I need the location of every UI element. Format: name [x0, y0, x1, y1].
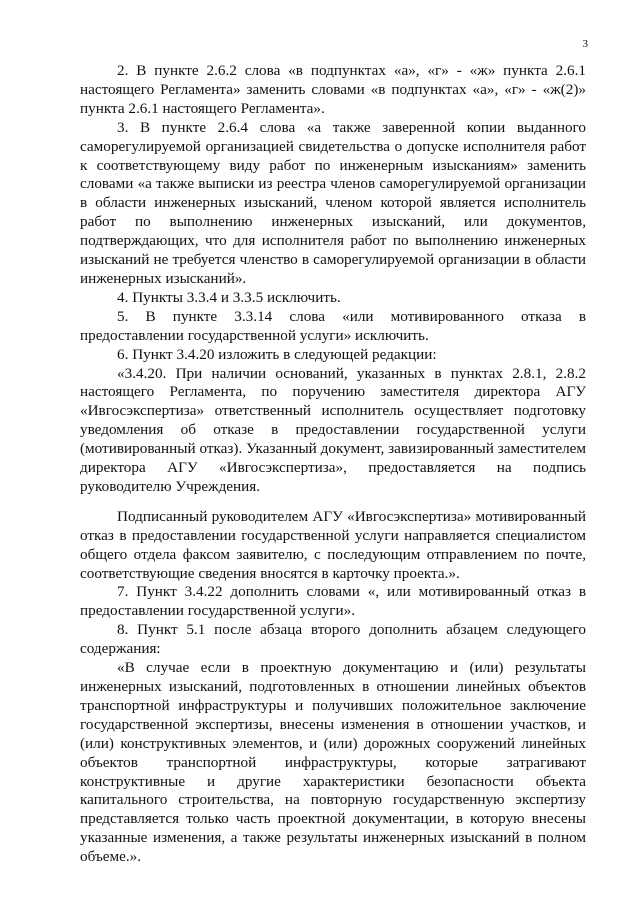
paragraph-item-7: 7. Пункт 3.4.22 дополнить словами «, или мотивированный отказ в предоставлении государственной услуги».: [80, 583, 586, 620]
paragraph-item-3: 3. В пункте 2.6.4 слова «а также заверенной копии выданного саморегулируемой организацией свидетельства о допуске исполнителя работ к соответствующему виду работ по инженерным изысканиям» заменить словами «а также выписки из реестра членов саморегулируемой организации в области инженерных изысканий, членом которой является исполнитель работ по выполнению инженерных изысканий, или документов, подтверждающих, что для исполнителя работ по выполнению инженерных изысканий не требуется членство в саморегулируемой организации в области инженерных изысканий».: [80, 118, 586, 287]
document-body: [80, 62, 586, 867]
paragraph-item-6: 6. Пункт 3.4.20 изложить в следующей редакции:: [117, 345, 437, 363]
paragraph-new-clause: «В случае если в проектную документацию и (или) результаты инженерных изысканий, подготовленных в отношении линейных объектов транспортной инфраструктуры и получивших положительное заключение государственной экспертизы, внесены изменения в отношении участков, и (или) конструктивных элементов, и (или) дорожных сооружений линейных объектов транспортной инфраструктуры, которые затрагивают конструктивные и другие характеристики безопасности объекта капитального строительства, на повторную государственную экспертизу представляется только часть проектной документации, в которую внесены указанные изменения, а также результаты инженерных изысканий в полном объеме.».: [80, 659, 586, 866]
page-number: 3: [582, 38, 588, 50]
paragraph-item-2: 2. В пункте 2.6.2 слова «в подпунктах «а», «г» - «ж» пункта 2.6.1 настоящего Регламента» заменить словами «в подпунктах «а», «г» - «ж(2)» пункта 2.6.1 настоящего Регламента».: [80, 62, 586, 117]
paragraph-signed-refusal: Подписанный руководителем АГУ «Ивгосэкспертиза» мотивированный отказ в предоставлении государственной услуги направляется специалистом общего отдела факсом заявителю, с последующим отправлением по почте, соответствующие сведения вносятся в карточку проекта.».: [80, 507, 586, 582]
paragraph-item-4: 4. Пункты 3.3.4 и 3.3.5 исключить.: [117, 288, 341, 306]
paragraph-clause-3-4-20: «3.4.20. При наличии оснований, указанных в пунктах 2.8.1, 2.8.2 настоящего Регламента, по поручению заместителя директора АГУ «Ивгосэкспертиза» ответственный исполнитель осуществляет подготовку уведомления об отказе в предоставлении государственной услуги (мотивированный отказ). Указанный документ, завизированный заместителем директора АГУ «Ивгосэкспертиза», предоставляется на подпись руководителю Учреждения.: [80, 364, 586, 495]
paragraph-item-8: 8. Пункт 5.1 после абзаца второго дополнить абзацем следующего содержания:: [80, 621, 586, 658]
paragraph-item-5: 5. В пункте 3.3.14 слова «или мотивированного отказа в предоставлении государственной услуги» исключить.: [80, 307, 586, 344]
